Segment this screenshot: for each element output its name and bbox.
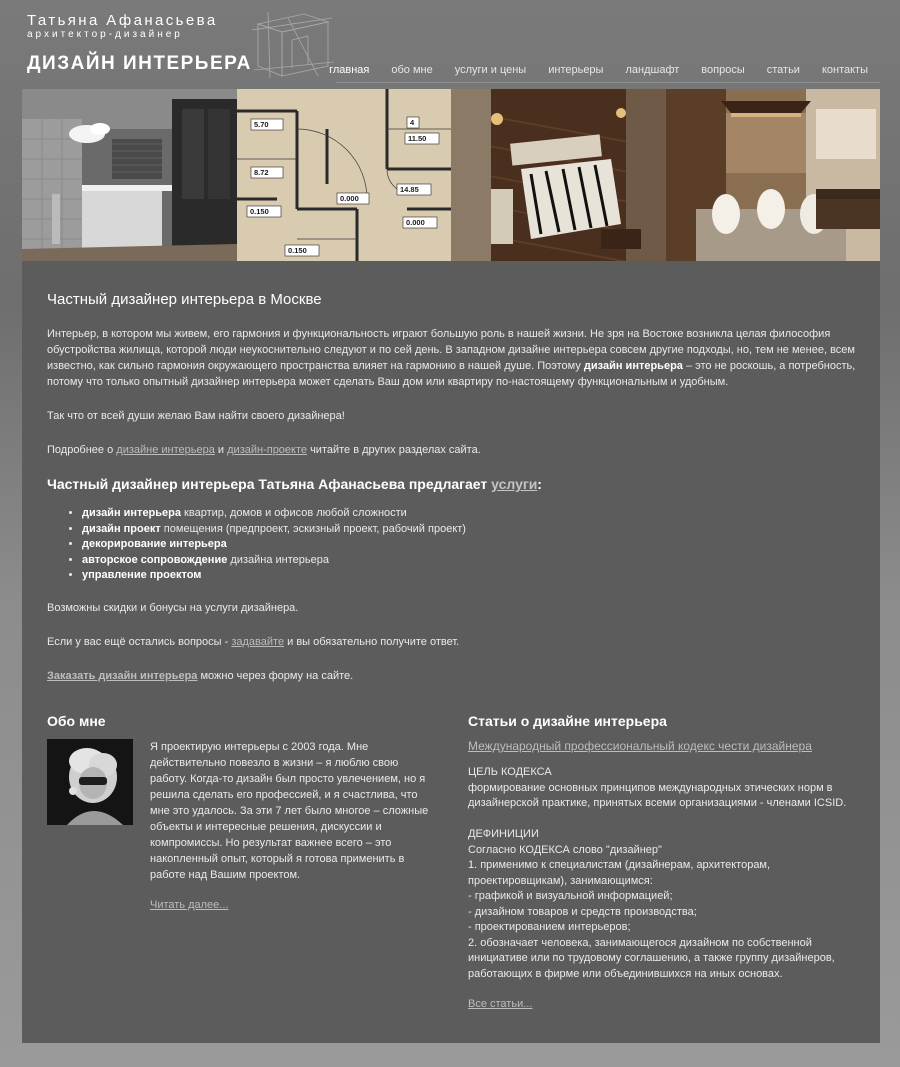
service-name: дизайн проект bbox=[82, 522, 161, 535]
services-colon: : bbox=[537, 476, 542, 492]
plan-label: 0.000 bbox=[339, 194, 359, 203]
discount-text: Возможны скидки и бонусы на услуги дизайнера. bbox=[47, 601, 299, 614]
service-name: авторское сопровождение bbox=[82, 553, 228, 566]
wish-paragraph: Так что от всей души желаю Вам найти своего дизайнера! bbox=[47, 410, 345, 422]
nav-item-2[interactable]: услуги и цены bbox=[454, 64, 527, 76]
all-articles-link[interactable]: Все статьи... bbox=[468, 998, 533, 1010]
questions-paragraph bbox=[47, 634, 857, 650]
plan-label: 14.85 bbox=[399, 185, 419, 194]
nav-divider bbox=[336, 82, 880, 83]
banner-kitchen-image bbox=[22, 89, 237, 261]
intro-paragraph bbox=[47, 326, 857, 390]
services-link[interactable]: услуги bbox=[491, 476, 538, 492]
intro-bold: дизайн интерьера bbox=[583, 360, 683, 372]
service-item bbox=[82, 553, 857, 569]
more-info-and: и bbox=[214, 444, 228, 456]
plan-label: 4 bbox=[409, 118, 414, 127]
questions-text: Если у вас ещё остались вопросы - bbox=[47, 635, 232, 648]
service-item bbox=[82, 506, 857, 522]
more-info-text: Подробнее о bbox=[47, 444, 117, 456]
read-more-link[interactable]: Читать далее... bbox=[150, 899, 229, 911]
about-heading: Обо мне bbox=[47, 713, 106, 729]
articles-section bbox=[468, 713, 858, 1010]
article-link[interactable]: Международный профессиональный кодекс чести дизайнера bbox=[468, 739, 812, 753]
banner-floor-plan-image bbox=[237, 89, 452, 261]
designer-photo bbox=[47, 739, 133, 825]
service-item bbox=[82, 537, 857, 553]
plan-label: 8.72 bbox=[253, 168, 269, 177]
site-header bbox=[0, 0, 900, 88]
plan-label: 5.70 bbox=[253, 120, 269, 129]
intro-text-end: – это не роскошь, а потребность, потому что только опытный дизайнер интерьера может сделать Ваш дом или квартиру по-настоящему функциональным и удобным. bbox=[47, 360, 856, 388]
questions-end: и вы обязательно получите ответ. bbox=[284, 635, 460, 648]
nav-item-3[interactable]: интерьеры bbox=[548, 64, 604, 76]
banner-dining-image bbox=[666, 89, 881, 261]
order-design-link[interactable]: Заказать дизайн интерьера bbox=[47, 669, 198, 682]
services-heading-text: Частный дизайнер интерьера Татьяна Афанасьева предлагает bbox=[47, 476, 492, 492]
about-body bbox=[47, 739, 437, 913]
service-detail: помещения (предпроект, эскизный проект, рабочий проект) bbox=[160, 522, 466, 535]
article-excerpt: ЦЕЛЬ КОДЕКСА формирование основных принципов международных этических норм в дизайнерской практике, принятых всеми организациями - членами ICSID. ДЕФИНИЦИИ Согласно КОДЕКСА слово "дизайнер" 1. применимо к специалистам (дизайнерам, архитекторам, проектировщикам), занимающимся: - графикой и визуальной информацией; - дизайном товаров и средств производства; - проектированием интерьеров; 2. обозначает человека, занимающегося дизайном по собственной инициативе или по трудовому соглашению, а также группу дизайнеров, работающих в фирме или объединившихся на иных основах. bbox=[468, 766, 847, 980]
service-name: управление проектом bbox=[82, 569, 202, 581]
site-title[interactable]: ДИЗАЙН ИНТЕРЬЕРА bbox=[27, 53, 252, 74]
plan-label: 11.50 bbox=[407, 134, 426, 143]
service-name: декорирование интерьера bbox=[82, 538, 227, 550]
about-text: Я проектирую интерьеры с 2003 года. Мне действительно повезло в жизни – я люблю свою работу. Когда-то дизайн был просто увлечением, но я решила сделать его профессией, и я счастлива, что мне это удалось. За эти 7 лет было многое – сложные объекты и интересные решения, дискуссии и компромиссы. Но результат важнее всего – это накопленный опыт, который я готова применить в работе над Вашим проектом. bbox=[150, 741, 429, 881]
interior-design-link[interactable]: дизайне интерьера bbox=[116, 444, 215, 456]
plan-label: 0.000 bbox=[405, 218, 425, 227]
designer-name: Татьяна Афанасьева bbox=[27, 12, 218, 29]
nav-item-7[interactable]: контакты bbox=[821, 64, 868, 76]
about-section bbox=[47, 713, 437, 913]
nav-item-6[interactable]: статьи bbox=[766, 64, 800, 76]
page-heading: Частный дизайнер интерьера в Москве bbox=[47, 291, 322, 308]
about-text-block bbox=[150, 739, 437, 913]
plan-label: 0.150 bbox=[249, 207, 269, 216]
service-name: дизайн интерьера bbox=[82, 507, 181, 519]
order-paragraph bbox=[47, 668, 857, 684]
order-text: можно через форму на сайте. bbox=[197, 669, 354, 682]
more-info-paragraph bbox=[47, 442, 857, 458]
content-area bbox=[22, 261, 880, 1043]
banner-living-room-image bbox=[451, 89, 666, 261]
nav-item-0[interactable]: главная bbox=[329, 64, 370, 76]
articles-heading: Статьи о дизайне интерьера bbox=[468, 713, 667, 729]
more-info-end: читайте в других разделах сайта. bbox=[307, 444, 481, 456]
intro-text: Интерьер, в котором мы живем, его гармония и функциональность играют большую роль в нашей жизни. Не зря на Востоке возникла целая философия обустройства жилища, которой люди неукоснительно следуют и по сей день. В западном дизайне интерьера совсем другие подходы, но, тем не менее, всем известно, как сильно гармония окружающего пространства влияет на гармонию в нашей душе. Поэтому bbox=[47, 328, 855, 372]
service-item bbox=[82, 568, 857, 584]
nav-item-4[interactable]: ландшафт bbox=[625, 64, 680, 76]
service-item bbox=[82, 522, 857, 538]
intro-section bbox=[47, 291, 857, 702]
plan-label: 0.150 bbox=[287, 246, 307, 255]
nav-item-1[interactable]: обо мне bbox=[391, 64, 433, 76]
designer-subtitle: архитектор-дизайнер bbox=[27, 29, 183, 40]
ask-link[interactable]: задавайте bbox=[231, 635, 285, 648]
nav-item-5[interactable]: вопросы bbox=[701, 64, 745, 76]
services-list bbox=[82, 506, 857, 584]
design-project-link[interactable]: дизайн-проекте bbox=[227, 444, 308, 456]
service-detail: квартир, домов и офисов любой сложности bbox=[181, 507, 407, 519]
service-detail: дизайна интерьера bbox=[227, 553, 329, 566]
main-nav bbox=[307, 64, 868, 76]
services-heading bbox=[47, 476, 857, 492]
banner bbox=[22, 89, 880, 261]
